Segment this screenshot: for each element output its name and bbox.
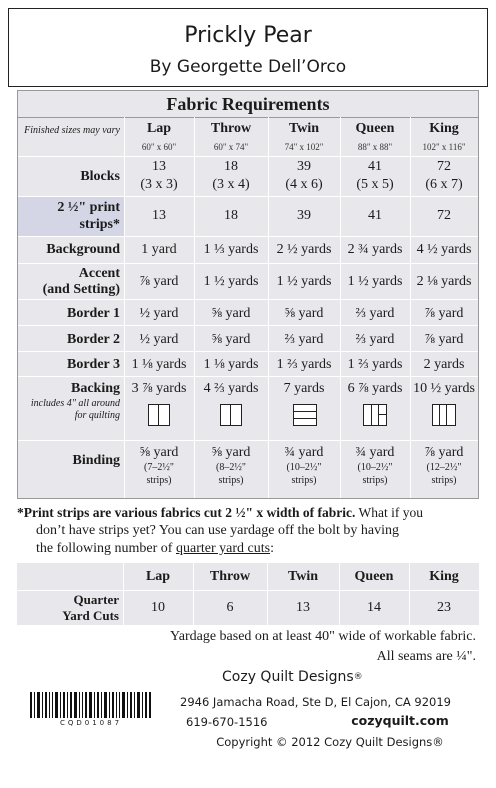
border1-value: ⅝ yard	[284, 306, 324, 321]
binding-strips-word: strips)	[146, 475, 172, 486]
strip-note-section	[17, 500, 479, 640]
binding-strips-word: strips)	[218, 475, 244, 486]
backing-diagram-throw	[220, 404, 242, 426]
blocks-value: 39	[297, 159, 311, 174]
finished-sizes-note: Finished sizes may vary	[24, 125, 120, 136]
binding-strips-word: strips)	[431, 475, 457, 486]
background-value: 1 ⅓ yards	[203, 242, 259, 257]
border2-value: ⅝ yard	[211, 332, 251, 347]
quarter-value: 23	[437, 600, 451, 615]
table-rule	[18, 299, 478, 300]
border2-value: ½ yard	[139, 332, 179, 347]
backing-value: 3 ⅞ yards	[131, 381, 187, 396]
accent-value: 2 ⅛ yards	[416, 274, 472, 289]
quarter-value: 10	[151, 600, 165, 615]
border2-value: ⅔ yard	[284, 332, 324, 347]
company-name-line	[222, 668, 442, 686]
quarter-value: 14	[367, 600, 381, 615]
barcode-text: CQD01087	[59, 719, 123, 727]
blocks-grid: (5 x 5)	[356, 177, 394, 192]
binding-strips: (7–2½"	[144, 462, 174, 473]
binding-strips: (12–2½"	[426, 462, 462, 473]
binding-value: ⅝ yard	[139, 445, 179, 460]
binding-value: ⅝ yard	[211, 445, 251, 460]
quarter-yard-label: Quarter	[73, 592, 119, 607]
blocks-grid: (3 x 4)	[212, 177, 250, 192]
backing-value: 4 ⅔ yards	[203, 381, 259, 396]
backing-value: 10 ½ yards	[413, 381, 475, 396]
quarter-yard-label-2: Yard Cuts	[62, 608, 119, 623]
size-name-twin: Twin	[288, 121, 320, 136]
company-address: 2946 Jamacha Road, Ste D, El Cajon, CA 92019	[180, 695, 451, 709]
background-label: Background	[46, 242, 120, 257]
backing-value: 7 yards	[283, 381, 325, 396]
strip-note-bold: *Print strips are various fabrics cut 2 ½" x width of fabric.	[17, 505, 356, 520]
registered-mark: ®	[353, 672, 363, 682]
quarter-yard-table	[17, 563, 479, 625]
size-name-lap: Lap	[146, 121, 172, 136]
print-strips-value: 72	[437, 208, 451, 223]
binding-strips-word: strips)	[362, 475, 388, 486]
table-rule	[18, 263, 478, 264]
fabric-requirements-heading: Fabric Requirements	[166, 94, 330, 114]
border3-value: 1 ⅛ yards	[131, 357, 187, 372]
strip-note-line-1	[17, 504, 479, 522]
quarter-yard-cuts-text: quarter yard cuts	[175, 541, 271, 556]
blocks-value: 18	[224, 159, 238, 174]
size-dim-king: 102" x 116"	[422, 142, 466, 152]
binding-strips: (8–2½"	[216, 462, 246, 473]
blocks-value: 13	[152, 159, 166, 174]
table-rule	[18, 376, 478, 377]
copyright-text: Copyright © 2012 Cozy Quilt Designs®	[216, 735, 444, 749]
border1-label: Border 1	[66, 306, 120, 321]
binding-strips: (10–2½"	[286, 462, 322, 473]
backing-diagram-lap	[148, 404, 170, 426]
pattern-byline: By Georgette Dell’Orco	[149, 57, 347, 77]
size-name-king: King	[429, 121, 459, 136]
print-strips-value: 13	[152, 208, 166, 223]
blocks-grid: (6 x 7)	[425, 177, 463, 192]
print-strips-label-2: strips*	[79, 217, 120, 232]
size-name-throw: Throw	[210, 121, 252, 136]
backing-value: 6 ⅞ yards	[347, 381, 403, 396]
binding-strips: (10–2½"	[357, 462, 393, 473]
background-value: 1 yard	[141, 242, 177, 257]
quarter-value: 6	[226, 600, 234, 615]
border1-value: ⅝ yard	[211, 306, 251, 321]
background-value: 2 ½ yards	[276, 242, 332, 257]
backing-note: includes 4" all around for quilting	[30, 398, 120, 421]
title-box	[8, 8, 488, 87]
company-phone: 619-670-1516	[186, 715, 268, 729]
accent-value: ⅞ yard	[139, 274, 179, 289]
blocks-grid: (3 x 3)	[140, 177, 178, 192]
strip-note-colon: :	[270, 541, 274, 556]
barcode	[30, 692, 152, 718]
binding-strips-word: strips)	[291, 475, 317, 486]
quarter-size-twin: Twin	[287, 569, 319, 584]
accent-value: 1 ½ yards	[276, 274, 332, 289]
quarter-size-queen: Queen	[354, 569, 394, 584]
size-dim-queen: 88" x 88"	[357, 142, 393, 152]
accent-value: 1 ½ yards	[347, 274, 403, 289]
border1-value: ⅞ yard	[424, 306, 464, 321]
border2-value: ⅔ yard	[355, 332, 395, 347]
backing-label: Backing	[70, 381, 120, 396]
fabric-requirements-table	[17, 90, 479, 499]
strip-note-line-3	[36, 540, 479, 558]
seam-allowance-note: All seams are ¼".	[376, 649, 476, 664]
print-strips-value: 41	[368, 208, 382, 223]
border3-value: 1 ⅔ yards	[276, 357, 332, 372]
border3-value: 1 ⅛ yards	[203, 357, 259, 372]
table-rule	[18, 156, 478, 157]
table-rule	[18, 351, 478, 352]
quarter-size-throw: Throw	[209, 569, 251, 584]
print-strips-value: 18	[224, 208, 238, 223]
quarter-size-king: King	[429, 569, 459, 584]
size-dim-twin: 74" x 102"	[284, 142, 324, 152]
border3-value: 1 ⅔ yards	[347, 357, 403, 372]
size-name-queen: Queen	[355, 121, 395, 136]
quarter-value: 13	[296, 600, 310, 615]
accent-label-2: (and Setting)	[42, 282, 120, 297]
blocks-grid: (4 x 6)	[285, 177, 323, 192]
table-rule	[18, 440, 478, 441]
table-rule	[18, 117, 478, 118]
border3-value: 2 yards	[423, 357, 465, 372]
company-name: Cozy Quilt Designs	[222, 669, 354, 685]
border2-value: ⅞ yard	[424, 332, 464, 347]
strip-note-rest: What if you	[358, 505, 423, 520]
background-value: 2 ¾ yards	[347, 242, 403, 257]
border1-value: ⅔ yard	[355, 306, 395, 321]
size-dim-lap: 60" x 60"	[141, 142, 177, 152]
binding-value: ¾ yard	[284, 445, 324, 460]
table-rule	[18, 236, 478, 237]
blocks-label: Blocks	[80, 169, 120, 184]
binding-label: Binding	[72, 453, 120, 468]
pattern-title: Prickly Pear	[184, 23, 312, 48]
blocks-value: 72	[437, 159, 451, 174]
backing-diagram-queen	[363, 404, 387, 426]
accent-value: 1 ½ yards	[203, 274, 259, 289]
company-website-link[interactable]: cozyquilt.com	[351, 713, 449, 728]
print-strips-value: 39	[297, 208, 311, 223]
border2-label: Border 2	[66, 332, 120, 347]
background-value: 4 ½ yards	[416, 242, 472, 257]
print-strips-label: 2 ½" print	[57, 200, 120, 215]
fabric-width-note: Yardage based on at least 40" wide of workable fabric.	[170, 629, 476, 644]
border3-label: Border 3	[66, 357, 120, 372]
strip-note-line-2: don’t have strips yet? You can use yardage off the bolt by having	[36, 523, 400, 538]
binding-value: ¾ yard	[355, 445, 395, 460]
strip-note-pre: the following number of	[36, 541, 173, 556]
size-dim-throw: 60" x 74"	[213, 142, 249, 152]
quarter-size-lap: Lap	[145, 569, 171, 584]
table-rule	[18, 325, 478, 326]
backing-diagram-king	[432, 404, 456, 426]
blocks-value: 41	[368, 159, 382, 174]
backing-diagram-twin	[293, 404, 317, 426]
binding-value: ⅞ yard	[424, 445, 464, 460]
border1-value: ½ yard	[139, 306, 179, 321]
accent-label: Accent	[78, 266, 120, 281]
